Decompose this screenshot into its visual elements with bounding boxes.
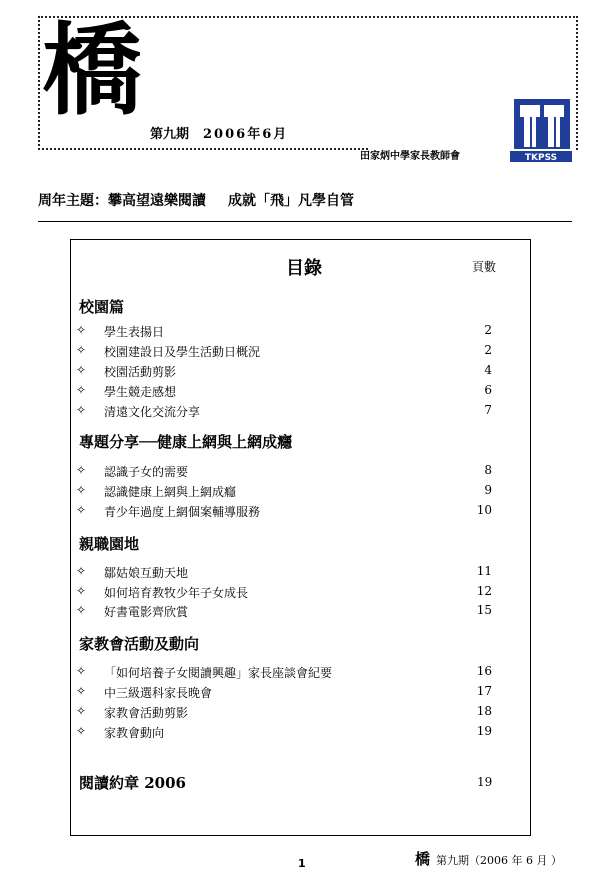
toc-section-title: 校園篇 <box>79 298 125 316</box>
toc-item[interactable] <box>76 343 496 361</box>
toc-item-page: 12 <box>476 584 492 598</box>
issue-date: 2006年6月 <box>203 127 289 142</box>
toc-item-page: 2 <box>484 323 492 337</box>
toc-item-label: 學生表揚日 <box>104 325 165 339</box>
toc-item-page: 6 <box>484 383 492 397</box>
association-name: 田家炳中學家長教師會 <box>360 151 460 162</box>
toc-item-page: 9 <box>484 483 492 497</box>
toc-item-label: 學生競走感想 <box>104 385 177 399</box>
annual-theme <box>38 190 354 210</box>
toc-item-page: 19 <box>476 724 492 738</box>
diamond-bullet-icon: ✧ <box>76 664 87 678</box>
toc-item-page: 11 <box>476 564 492 578</box>
toc-item-page: 10 <box>476 503 492 517</box>
logo-stripe <box>544 105 564 117</box>
toc-item-page: 17 <box>476 684 492 698</box>
toc-item-page: 16 <box>476 664 492 678</box>
theme-part-2: 成就「飛」凡學自管 <box>228 193 354 209</box>
toc-item-page: 15 <box>476 603 492 617</box>
diamond-bullet-icon: ✧ <box>76 483 87 497</box>
toc-item[interactable] <box>76 383 496 401</box>
toc-item[interactable] <box>76 503 496 521</box>
toc-item-page: 4 <box>484 363 492 377</box>
theme-part-1: 周年主題：攀高望遠樂閱讀 <box>38 193 206 209</box>
toc-item[interactable] <box>76 603 496 621</box>
reading-charter-page: 19 <box>477 775 493 789</box>
toc-item-label: 校園活動剪影 <box>104 365 177 379</box>
logo-pillar <box>556 117 560 147</box>
toc-item-label: 「如何培養子女閱讀興趣」家長座談會紀要 <box>104 666 333 680</box>
toc-item[interactable] <box>76 403 496 421</box>
diamond-bullet-icon: ✧ <box>76 363 87 377</box>
toc-item-label: 好書電影齊欣賞 <box>104 605 189 619</box>
toc-item[interactable] <box>76 704 496 722</box>
toc-item[interactable] <box>76 463 496 481</box>
logo-pillar <box>524 117 530 147</box>
toc-page-header: 頁數 <box>472 260 497 274</box>
diamond-bullet-icon: ✧ <box>76 383 87 397</box>
school-logo-icon <box>508 97 574 163</box>
toc-item-label: 校園建設日及學生活動日概況 <box>104 345 261 359</box>
toc-item-label: 家教會動向 <box>104 726 165 740</box>
toc-title: 目錄 <box>286 258 322 279</box>
diamond-bullet-icon: ✧ <box>76 603 87 617</box>
diamond-bullet-icon: ✧ <box>76 704 87 718</box>
toc-item[interactable] <box>76 724 496 742</box>
toc-item[interactable] <box>76 363 496 381</box>
issue-line <box>150 123 288 142</box>
toc-item[interactable] <box>76 664 496 682</box>
logo-pillar <box>548 117 554 147</box>
toc-item-label: 鄒姑娘互動天地 <box>104 566 189 580</box>
toc-item-label: 清遠文化交流分享 <box>104 405 201 419</box>
toc-item-page: 2 <box>484 343 492 357</box>
logo-stripe <box>520 105 540 117</box>
toc-section-title: 親職園地 <box>79 535 140 553</box>
diamond-bullet-icon: ✧ <box>76 684 87 698</box>
diamond-bullet-icon: ✧ <box>76 323 87 337</box>
toc-item-label: 中三級選科家長晚會 <box>104 686 213 700</box>
toc-item-page: 18 <box>476 704 492 718</box>
diamond-bullet-icon: ✧ <box>76 463 87 477</box>
toc-item-label: 青少年過度上網個案輔導服務 <box>104 505 261 519</box>
toc-item[interactable] <box>76 564 496 582</box>
logo-text: TKPSS <box>524 153 558 163</box>
toc-item-label: 家教會活動剪影 <box>104 706 189 720</box>
issue-number: 第九期 <box>150 127 190 142</box>
toc-item-page: 7 <box>484 403 492 417</box>
toc-item-label: 如何培育教牧少年子女成長 <box>104 586 249 600</box>
diamond-bullet-icon: ✧ <box>76 584 87 598</box>
logo-pillar <box>532 117 536 147</box>
toc-item[interactable] <box>76 483 496 501</box>
diamond-bullet-icon: ✧ <box>76 724 87 738</box>
toc-section-title: 家教會活動及動向 <box>79 635 200 653</box>
toc-item[interactable] <box>76 323 496 341</box>
footer-issue <box>415 848 562 869</box>
reading-charter-title[interactable]: 閱讀約章 2006 <box>79 774 186 792</box>
diamond-bullet-icon: ✧ <box>76 403 87 417</box>
footer-issue-text: 第九期（2006 年 6 月 ） <box>436 854 562 867</box>
toc-item[interactable] <box>76 584 496 602</box>
toc-item-page: 8 <box>484 463 492 477</box>
diamond-bullet-icon: ✧ <box>76 503 87 517</box>
theme-divider <box>38 221 572 222</box>
masthead-title: 橋 <box>42 11 142 129</box>
toc-section-title: 專題分享──健康上網與上網成癮 <box>79 433 293 451</box>
toc-item[interactable] <box>76 684 496 702</box>
page-number: 1 <box>298 857 306 870</box>
footer-masthead: 橋 <box>415 850 431 868</box>
toc-item-label: 認識健康上網與上網成癮 <box>104 485 237 499</box>
toc-item-label: 認識子女的需要 <box>104 465 189 479</box>
diamond-bullet-icon: ✧ <box>76 564 87 578</box>
diamond-bullet-icon: ✧ <box>76 343 87 357</box>
header-divider <box>38 148 368 150</box>
